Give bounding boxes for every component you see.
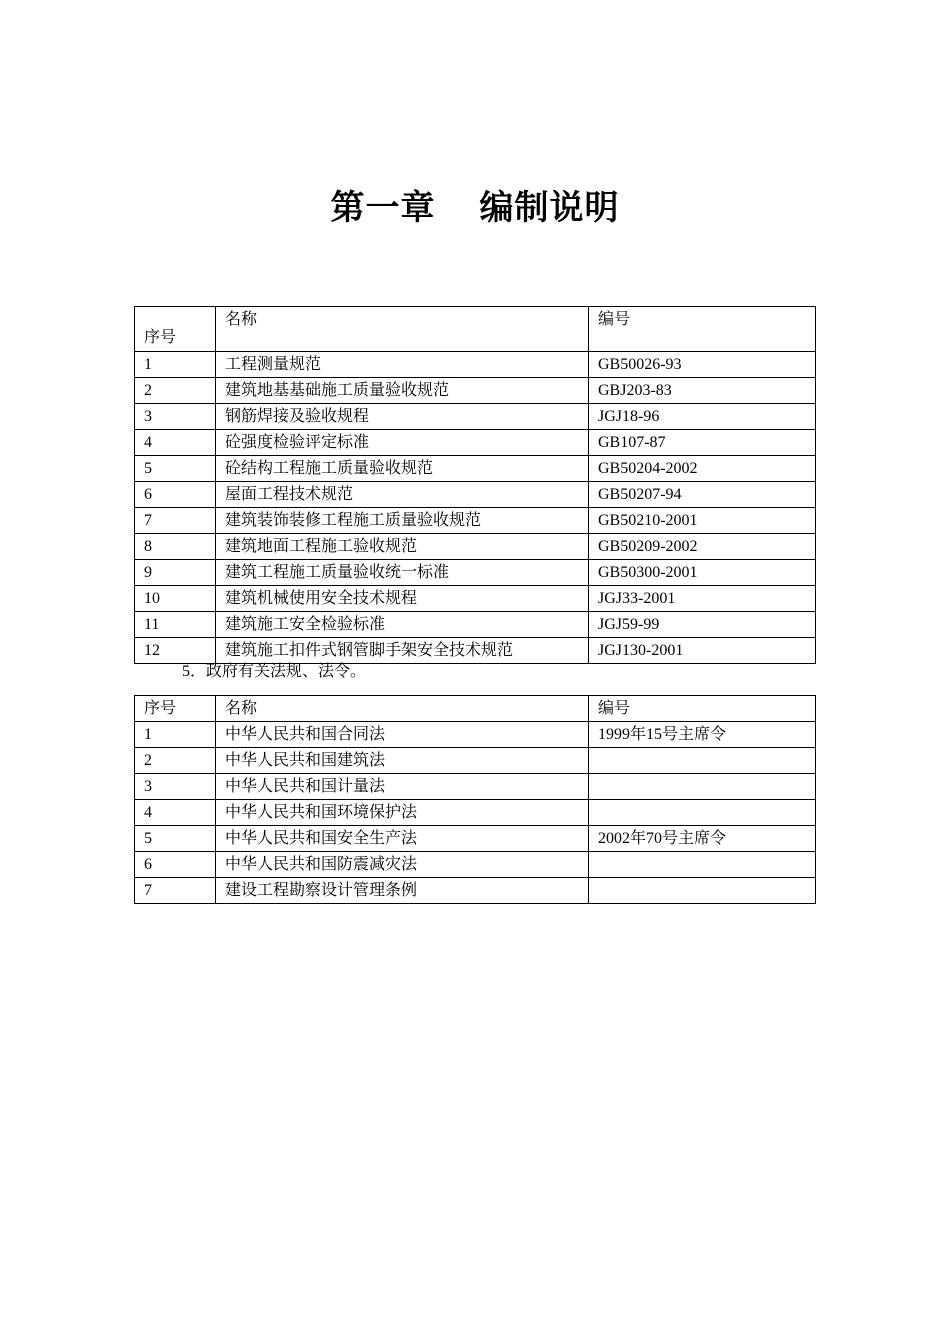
row-seq: 5 — [135, 826, 216, 852]
laws-table — [134, 695, 816, 904]
row-code: JGJ33-2001 — [589, 586, 816, 612]
row-name: 屋面工程技术规范 — [216, 482, 589, 508]
chapter-number: 第一章 — [330, 188, 436, 228]
row-code — [589, 852, 816, 878]
table-row — [135, 826, 816, 852]
row-seq: 3 — [135, 404, 216, 430]
header-code: 编号 — [589, 307, 816, 352]
row-seq: 11 — [135, 612, 216, 638]
row-name: 中华人民共和国建筑法 — [216, 748, 589, 774]
row-code: 1999年15号主席令 — [589, 722, 816, 748]
row-code: JGJ130-2001 — [589, 638, 816, 664]
header-name: 名称 — [216, 307, 589, 352]
chapter-title — [0, 180, 950, 229]
row-code — [589, 774, 816, 800]
row-seq: 6 — [135, 482, 216, 508]
row-name: 建筑地基基础施工质量验收规范 — [216, 378, 589, 404]
header-seq: 序号 — [135, 696, 216, 722]
row-name: 建设工程勘察设计管理条例 — [216, 878, 589, 904]
row-code: GBJ203-83 — [589, 378, 816, 404]
row-name: 建筑施工扣件式钢管脚手架安全技术规范 — [216, 638, 589, 664]
row-name: 建筑工程施工质量验收统一标准 — [216, 560, 589, 586]
row-code: GB50209-2002 — [589, 534, 816, 560]
row-seq: 4 — [135, 430, 216, 456]
row-name: 建筑施工安全检验标准 — [216, 612, 589, 638]
row-name: 钢筋焊接及验收规程 — [216, 404, 589, 430]
chapter-heading: 编制说明 — [479, 188, 620, 228]
row-name: 中华人民共和国安全生产法 — [216, 826, 589, 852]
row-code: GB50300-2001 — [589, 560, 816, 586]
table-row — [135, 612, 816, 638]
row-seq: 5 — [135, 456, 216, 482]
header-code: 编号 — [589, 696, 816, 722]
row-seq: 7 — [135, 878, 216, 904]
row-code — [589, 878, 816, 904]
table-header-row — [135, 696, 816, 722]
row-name: 砼强度检验评定标准 — [216, 430, 589, 456]
table-row — [135, 378, 816, 404]
row-code: GB50210-2001 — [589, 508, 816, 534]
row-code: 2002年70号主席令 — [589, 826, 816, 852]
row-name: 中华人民共和国计量法 — [216, 774, 589, 800]
row-name: 建筑机械使用安全技术规程 — [216, 586, 589, 612]
row-code: GB50207-94 — [589, 482, 816, 508]
row-name: 建筑地面工程施工验收规范 — [216, 534, 589, 560]
row-code: JGJ18-96 — [589, 404, 816, 430]
table-row — [135, 482, 816, 508]
row-seq: 9 — [135, 560, 216, 586]
table-row — [135, 748, 816, 774]
row-seq: 1 — [135, 722, 216, 748]
row-name: 中华人民共和国环境保护法 — [216, 800, 589, 826]
row-code — [589, 748, 816, 774]
row-seq: 10 — [135, 586, 216, 612]
row-seq: 12 — [135, 638, 216, 664]
table-row — [135, 430, 816, 456]
table-row — [135, 456, 816, 482]
row-code: GB107-87 — [589, 430, 816, 456]
row-seq: 6 — [135, 852, 216, 878]
standards-table — [134, 306, 816, 664]
row-seq: 2 — [135, 378, 216, 404]
section-5-heading: 5．政府有关法规、法令。 — [182, 663, 367, 680]
header-name: 名称 — [216, 696, 589, 722]
row-name: 中华人民共和国合同法 — [216, 722, 589, 748]
row-code: JGJ59-99 — [589, 612, 816, 638]
header-seq: 序号 — [135, 307, 216, 352]
row-seq: 8 — [135, 534, 216, 560]
row-seq: 4 — [135, 800, 216, 826]
row-code: GB50204-2002 — [589, 456, 816, 482]
row-seq: 7 — [135, 508, 216, 534]
table-row — [135, 534, 816, 560]
row-code: GB50026-93 — [589, 352, 816, 378]
row-name: 建筑装饰装修工程施工质量验收规范 — [216, 508, 589, 534]
table-row — [135, 508, 816, 534]
row-code — [589, 800, 816, 826]
table-row — [135, 404, 816, 430]
table-row — [135, 722, 816, 748]
row-name: 砼结构工程施工质量验收规范 — [216, 456, 589, 482]
row-seq: 3 — [135, 774, 216, 800]
table-row — [135, 878, 816, 904]
table-row — [135, 352, 816, 378]
table-row — [135, 852, 816, 878]
table-row — [135, 774, 816, 800]
row-seq: 2 — [135, 748, 216, 774]
row-name: 工程测量规范 — [216, 352, 589, 378]
table-header-row — [135, 307, 816, 352]
row-name: 中华人民共和国防震减灾法 — [216, 852, 589, 878]
table-row — [135, 560, 816, 586]
table-row — [135, 800, 816, 826]
table-row — [135, 586, 816, 612]
row-seq: 1 — [135, 352, 216, 378]
